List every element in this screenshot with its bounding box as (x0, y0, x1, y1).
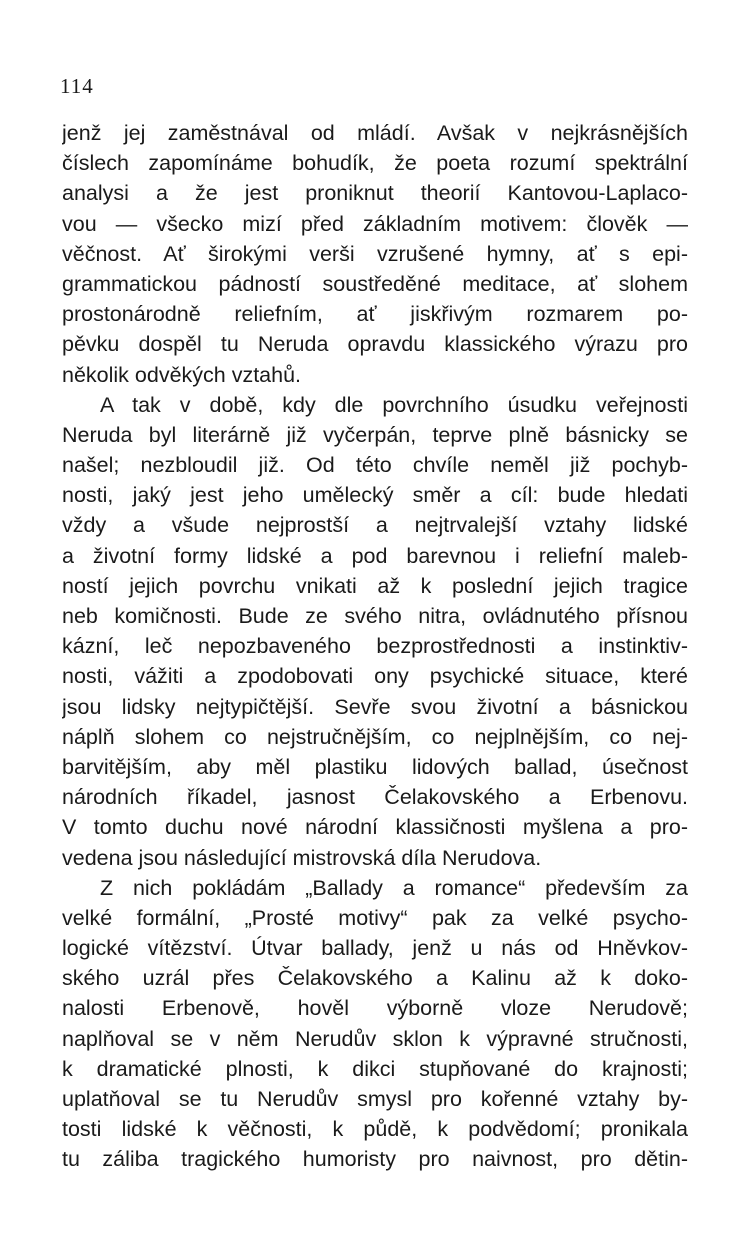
text-line: národních říkadel, jasnost Čelakovského a Erbenovu. (62, 785, 688, 810)
text-line: tosti lidské k věčnosti, k půdě, k podvědomí; pronikala (62, 1117, 688, 1142)
text-line: analysi a že jest proniknut theorií Kantovou-Laplaco- (62, 181, 688, 206)
text-line: věčnost. Ať širokými verši vzrušené hymny, ať s epi- (62, 241, 688, 266)
text-line: jsou lidsky nejtypičtější. Sevře svou životní a básnickou (62, 694, 688, 719)
text-line: vždy a všude nejprostší a nejtrvalejší vztahy lidské (62, 513, 688, 538)
text-line: Z nich pokládám „Ballady a romance“ především za (100, 875, 688, 900)
text-line: uplatňoval se tu Nerudův smysl pro kořenné vztahy by- (62, 1087, 688, 1111)
text-line: logické vítězství. Útvar ballady, jenž u nás od Hněvkov- (62, 936, 688, 961)
text-line: k dramatické plnosti, k dikci stupňované do krajnosti; (62, 1056, 688, 1081)
text-line: nosti, vážiti a zpodobovati ony psychické situace, které (62, 664, 688, 689)
text-line: a životní formy lidské a pod barevnou i reliefní maleb- (62, 543, 688, 568)
page-number: 114 (60, 74, 94, 98)
text-line: Neruda byl literárně již vyčerpán, teprve plně básnicky se (62, 422, 688, 447)
body-text (62, 118, 688, 1175)
text-line: vedena jsou následující mistrovská díla Nerudova. (62, 845, 542, 870)
text-line: V tomto duchu nové národní klassičnosti myšlena a pro- (62, 815, 688, 840)
text-line: pěvku dospěl tu Neruda opravdu klassického výrazu pro (62, 332, 688, 357)
text-line: grammatickou pádností soustředěné meditace, ať slohem (62, 271, 688, 296)
text-line: A tak v době, kdy dle povrchního úsudku veřejnosti (100, 392, 688, 417)
text-line: kázní, leč nepozbaveného bezprostřednosti a instinktiv- (62, 634, 688, 659)
text-line: vou — všecko mizí před základním motivem: člověk — (62, 211, 688, 236)
text-line: ského uzrál přes Čelakovského a Kalinu až k doko- (62, 966, 688, 991)
text-line: barvitějším, aby měl plastiku lidových ballad, úsečnost (62, 754, 688, 779)
text-line: několik odvěkých vztahů. (62, 362, 302, 387)
text-line: jenž jej zaměstnával od mládí. Avšak v nejkrásnějších (62, 121, 688, 145)
text-line: ností jejich povrchu vnikati až k poslední jejich tragice (62, 573, 688, 598)
text-line: nosti, jaký jest jeho umělecký směr a cíl: bude hledati (62, 483, 688, 508)
text-line: číslech zapomínáme bohudík, že poeta rozumí spektrální (62, 151, 688, 176)
text-line: prostonárodně reliefním, ať jiskřivým rozmarem po- (62, 302, 688, 327)
text-line: našel; nezbloudil již. Od této chvíle neměl již pochyb- (62, 453, 688, 478)
text-line: tu záliba tragického humoristy pro naivnost, pro dětin- (62, 1147, 688, 1172)
text-line: náplň slohem co nejstručnějším, co nejplnějším, co nej- (62, 724, 688, 749)
text-line: velké formální, „Prosté motivy“ pak za velké psycho- (62, 905, 688, 930)
text-line: nalosti Erbenově, hověl výborně vloze Nerudově; (62, 996, 688, 1021)
text-line: neb komičnosti. Bude ze svého nitra, ovládnutého přísnou (62, 604, 688, 628)
text-line: naplňoval se v něm Nerudův sklon k výpravné stručnosti, (62, 1026, 688, 1051)
